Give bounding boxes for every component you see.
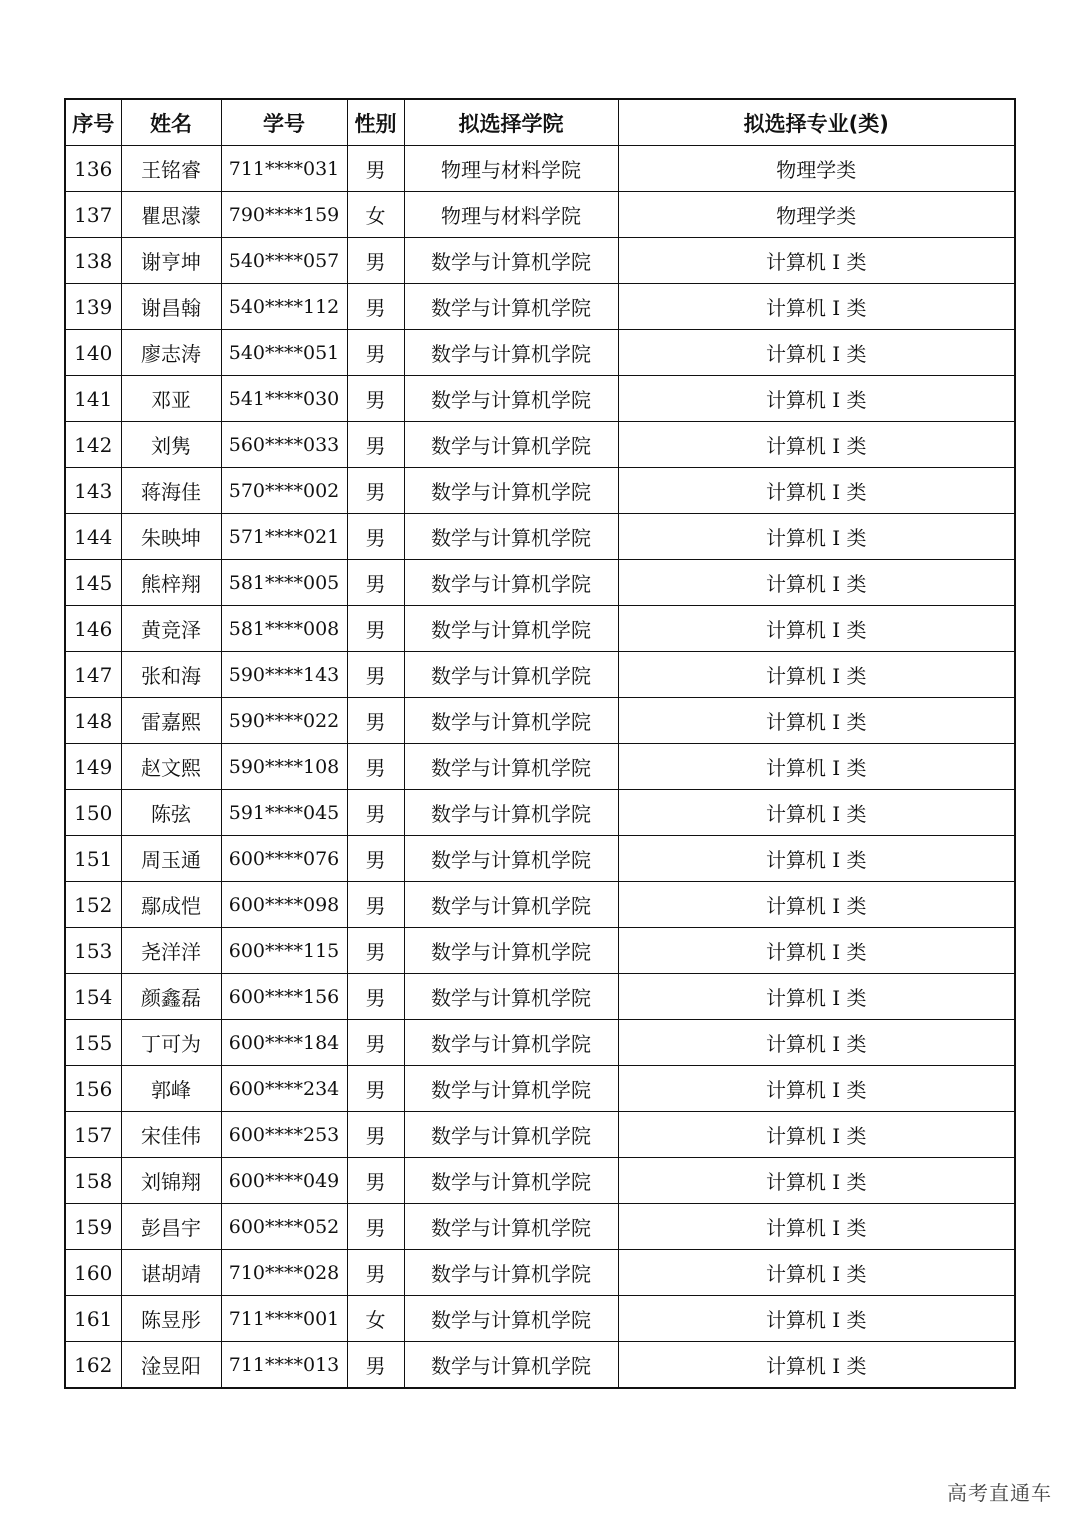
- cell-college: 数学与计算机学院: [404, 882, 618, 928]
- cell-index: 142: [65, 422, 121, 468]
- student-list-table-container: [64, 98, 1014, 1389]
- cell-gender: 男: [347, 330, 404, 376]
- cell-name: 赵文熙: [121, 744, 221, 790]
- cell-college: 数学与计算机学院: [404, 652, 618, 698]
- cell-student-id: 590****143: [221, 652, 347, 698]
- cell-gender: 男: [347, 146, 404, 192]
- cell-gender: 男: [347, 1204, 404, 1250]
- cell-college: 数学与计算机学院: [404, 606, 618, 652]
- cell-index: 136: [65, 146, 121, 192]
- table-header: [65, 99, 1015, 146]
- cell-major: 计算机 I 类: [618, 422, 1015, 468]
- cell-college: 数学与计算机学院: [404, 698, 618, 744]
- cell-name: 廖志涛: [121, 330, 221, 376]
- cell-major: 计算机 I 类: [618, 1296, 1015, 1342]
- cell-student-id: 600****076: [221, 836, 347, 882]
- header-major: 拟选择专业(类): [618, 99, 1015, 146]
- cell-college: 物理与材料学院: [404, 192, 618, 238]
- cell-student-id: 540****051: [221, 330, 347, 376]
- cell-gender: 男: [347, 468, 404, 514]
- cell-name: 颜鑫磊: [121, 974, 221, 1020]
- cell-name: 丁可为: [121, 1020, 221, 1066]
- cell-student-id: 600****184: [221, 1020, 347, 1066]
- cell-index: 145: [65, 560, 121, 606]
- cell-student-id: 711****001: [221, 1296, 347, 1342]
- cell-major: 计算机 I 类: [618, 376, 1015, 422]
- cell-college: 数学与计算机学院: [404, 284, 618, 330]
- cell-college: 数学与计算机学院: [404, 1020, 618, 1066]
- cell-college: 数学与计算机学院: [404, 330, 618, 376]
- cell-college: 数学与计算机学院: [404, 422, 618, 468]
- cell-major: 计算机 I 类: [618, 330, 1015, 376]
- table-row: [65, 422, 1015, 468]
- table-row: [65, 1204, 1015, 1250]
- table-row: [65, 1020, 1015, 1066]
- table-row: [65, 330, 1015, 376]
- table-row: [65, 744, 1015, 790]
- cell-college: 数学与计算机学院: [404, 514, 618, 560]
- cell-gender: 男: [347, 1020, 404, 1066]
- cell-index: 154: [65, 974, 121, 1020]
- table-row: [65, 284, 1015, 330]
- cell-name: 彭昌宇: [121, 1204, 221, 1250]
- cell-index: 148: [65, 698, 121, 744]
- table-row: [65, 1296, 1015, 1342]
- table-row: [65, 192, 1015, 238]
- cell-major: 计算机 I 类: [618, 1066, 1015, 1112]
- cell-index: 156: [65, 1066, 121, 1112]
- cell-college: 数学与计算机学院: [404, 560, 618, 606]
- table-row: [65, 560, 1015, 606]
- table-row: [65, 468, 1015, 514]
- table-row: [65, 238, 1015, 284]
- cell-major: 计算机 I 类: [618, 698, 1015, 744]
- table-row: [65, 652, 1015, 698]
- table-row: [65, 836, 1015, 882]
- cell-name: 刘隽: [121, 422, 221, 468]
- cell-college: 数学与计算机学院: [404, 1204, 618, 1250]
- student-list-table: [64, 98, 1016, 1389]
- cell-student-id: 600****049: [221, 1158, 347, 1204]
- cell-index: 146: [65, 606, 121, 652]
- cell-gender: 男: [347, 238, 404, 284]
- cell-student-id: 600****115: [221, 928, 347, 974]
- cell-gender: 男: [347, 514, 404, 560]
- cell-gender: 男: [347, 1250, 404, 1296]
- cell-index: 137: [65, 192, 121, 238]
- cell-major: 计算机 I 类: [618, 882, 1015, 928]
- cell-gender: 男: [347, 974, 404, 1020]
- cell-student-id: 540****057: [221, 238, 347, 284]
- cell-index: 160: [65, 1250, 121, 1296]
- cell-major: 计算机 I 类: [618, 1342, 1015, 1389]
- cell-index: 157: [65, 1112, 121, 1158]
- cell-college: 数学与计算机学院: [404, 468, 618, 514]
- table-row: [65, 1158, 1015, 1204]
- cell-student-id: 590****108: [221, 744, 347, 790]
- cell-gender: 男: [347, 836, 404, 882]
- cell-major: 物理学类: [618, 146, 1015, 192]
- table-row: [65, 1066, 1015, 1112]
- cell-gender: 男: [347, 882, 404, 928]
- cell-name: 张和海: [121, 652, 221, 698]
- cell-college: 数学与计算机学院: [404, 1066, 618, 1112]
- cell-college: 物理与材料学院: [404, 146, 618, 192]
- cell-name: 宋佳伟: [121, 1112, 221, 1158]
- cell-major: 计算机 I 类: [618, 606, 1015, 652]
- table-row: [65, 1342, 1015, 1389]
- cell-gender: 男: [347, 1066, 404, 1112]
- cell-gender: 男: [347, 790, 404, 836]
- cell-student-id: 711****031: [221, 146, 347, 192]
- cell-student-id: 570****002: [221, 468, 347, 514]
- cell-student-id: 600****234: [221, 1066, 347, 1112]
- cell-index: 153: [65, 928, 121, 974]
- cell-major: 计算机 I 类: [618, 1112, 1015, 1158]
- cell-major: 计算机 I 类: [618, 836, 1015, 882]
- cell-name: 朱映坤: [121, 514, 221, 560]
- cell-major: 计算机 I 类: [618, 514, 1015, 560]
- cell-college: 数学与计算机学院: [404, 1342, 618, 1389]
- cell-gender: 女: [347, 192, 404, 238]
- cell-student-id: 581****005: [221, 560, 347, 606]
- cell-major: 计算机 I 类: [618, 790, 1015, 836]
- watermark: 高考直通车: [947, 1481, 1052, 1505]
- table-row: [65, 606, 1015, 652]
- cell-name: 刘锦翔: [121, 1158, 221, 1204]
- cell-student-id: 600****052: [221, 1204, 347, 1250]
- table-row: [65, 698, 1015, 744]
- cell-index: 159: [65, 1204, 121, 1250]
- cell-college: 数学与计算机学院: [404, 744, 618, 790]
- cell-major: 物理学类: [618, 192, 1015, 238]
- cell-college: 数学与计算机学院: [404, 1158, 618, 1204]
- cell-gender: 男: [347, 376, 404, 422]
- cell-student-id: 571****021: [221, 514, 347, 560]
- cell-index: 149: [65, 744, 121, 790]
- cell-index: 155: [65, 1020, 121, 1066]
- table-row: [65, 974, 1015, 1020]
- header-student-id: 学号: [221, 99, 347, 146]
- cell-student-id: 600****098: [221, 882, 347, 928]
- cell-student-id: 711****013: [221, 1342, 347, 1389]
- cell-name: 王铭睿: [121, 146, 221, 192]
- cell-index: 150: [65, 790, 121, 836]
- cell-gender: 男: [347, 652, 404, 698]
- table-row: [65, 1112, 1015, 1158]
- cell-major: 计算机 I 类: [618, 468, 1015, 514]
- cell-major: 计算机 I 类: [618, 1204, 1015, 1250]
- cell-student-id: 591****045: [221, 790, 347, 836]
- cell-name: 雷嘉熙: [121, 698, 221, 744]
- cell-gender: 女: [347, 1296, 404, 1342]
- cell-name: 蒋海佳: [121, 468, 221, 514]
- table-row: [65, 146, 1015, 192]
- table-row: [65, 1250, 1015, 1296]
- cell-index: 144: [65, 514, 121, 560]
- cell-name: 陈弦: [121, 790, 221, 836]
- cell-major: 计算机 I 类: [618, 1020, 1015, 1066]
- header-row: [65, 99, 1015, 146]
- cell-student-id: 600****156: [221, 974, 347, 1020]
- cell-college: 数学与计算机学院: [404, 928, 618, 974]
- cell-student-id: 710****028: [221, 1250, 347, 1296]
- cell-college: 数学与计算机学院: [404, 836, 618, 882]
- cell-name: 鄢成恺: [121, 882, 221, 928]
- cell-student-id: 540****112: [221, 284, 347, 330]
- cell-major: 计算机 I 类: [618, 238, 1015, 284]
- cell-college: 数学与计算机学院: [404, 1250, 618, 1296]
- header-index: 序号: [65, 99, 121, 146]
- cell-major: 计算机 I 类: [618, 560, 1015, 606]
- cell-gender: 男: [347, 560, 404, 606]
- cell-name: 淦昱阳: [121, 1342, 221, 1389]
- header-gender: 性别: [347, 99, 404, 146]
- cell-major: 计算机 I 类: [618, 928, 1015, 974]
- cell-student-id: 600****253: [221, 1112, 347, 1158]
- cell-name: 周玉通: [121, 836, 221, 882]
- cell-index: 140: [65, 330, 121, 376]
- cell-index: 143: [65, 468, 121, 514]
- cell-gender: 男: [347, 1158, 404, 1204]
- cell-student-id: 790****159: [221, 192, 347, 238]
- cell-name: 邓亚: [121, 376, 221, 422]
- cell-gender: 男: [347, 606, 404, 652]
- cell-name: 谌胡靖: [121, 1250, 221, 1296]
- cell-major: 计算机 I 类: [618, 974, 1015, 1020]
- table-row: [65, 928, 1015, 974]
- cell-gender: 男: [347, 928, 404, 974]
- cell-index: 147: [65, 652, 121, 698]
- table-row: [65, 376, 1015, 422]
- cell-student-id: 560****033: [221, 422, 347, 468]
- cell-major: 计算机 I 类: [618, 1158, 1015, 1204]
- cell-name: 陈昱彤: [121, 1296, 221, 1342]
- cell-gender: 男: [347, 698, 404, 744]
- cell-name: 谢亨坤: [121, 238, 221, 284]
- cell-major: 计算机 I 类: [618, 652, 1015, 698]
- table-row: [65, 790, 1015, 836]
- cell-gender: 男: [347, 1112, 404, 1158]
- table-row: [65, 882, 1015, 928]
- cell-name: 瞿思濛: [121, 192, 221, 238]
- table-body: [65, 146, 1015, 1389]
- cell-name: 熊梓翔: [121, 560, 221, 606]
- cell-gender: 男: [347, 422, 404, 468]
- cell-index: 138: [65, 238, 121, 284]
- cell-index: 152: [65, 882, 121, 928]
- cell-name: 郭峰: [121, 1066, 221, 1112]
- cell-major: 计算机 I 类: [618, 1250, 1015, 1296]
- cell-major: 计算机 I 类: [618, 744, 1015, 790]
- cell-student-id: 581****008: [221, 606, 347, 652]
- cell-college: 数学与计算机学院: [404, 1296, 618, 1342]
- cell-major: 计算机 I 类: [618, 284, 1015, 330]
- cell-gender: 男: [347, 1342, 404, 1389]
- cell-college: 数学与计算机学院: [404, 238, 618, 284]
- cell-index: 162: [65, 1342, 121, 1389]
- cell-student-id: 590****022: [221, 698, 347, 744]
- cell-index: 158: [65, 1158, 121, 1204]
- cell-name: 尧洋洋: [121, 928, 221, 974]
- cell-student-id: 541****030: [221, 376, 347, 422]
- header-name: 姓名: [121, 99, 221, 146]
- cell-index: 139: [65, 284, 121, 330]
- cell-gender: 男: [347, 284, 404, 330]
- cell-index: 141: [65, 376, 121, 422]
- table-row: [65, 514, 1015, 560]
- cell-college: 数学与计算机学院: [404, 974, 618, 1020]
- cell-index: 161: [65, 1296, 121, 1342]
- cell-index: 151: [65, 836, 121, 882]
- cell-gender: 男: [347, 744, 404, 790]
- cell-college: 数学与计算机学院: [404, 790, 618, 836]
- cell-college: 数学与计算机学院: [404, 1112, 618, 1158]
- cell-college: 数学与计算机学院: [404, 376, 618, 422]
- cell-name: 谢昌翰: [121, 284, 221, 330]
- cell-name: 黄竞泽: [121, 606, 221, 652]
- header-college: 拟选择学院: [404, 99, 618, 146]
